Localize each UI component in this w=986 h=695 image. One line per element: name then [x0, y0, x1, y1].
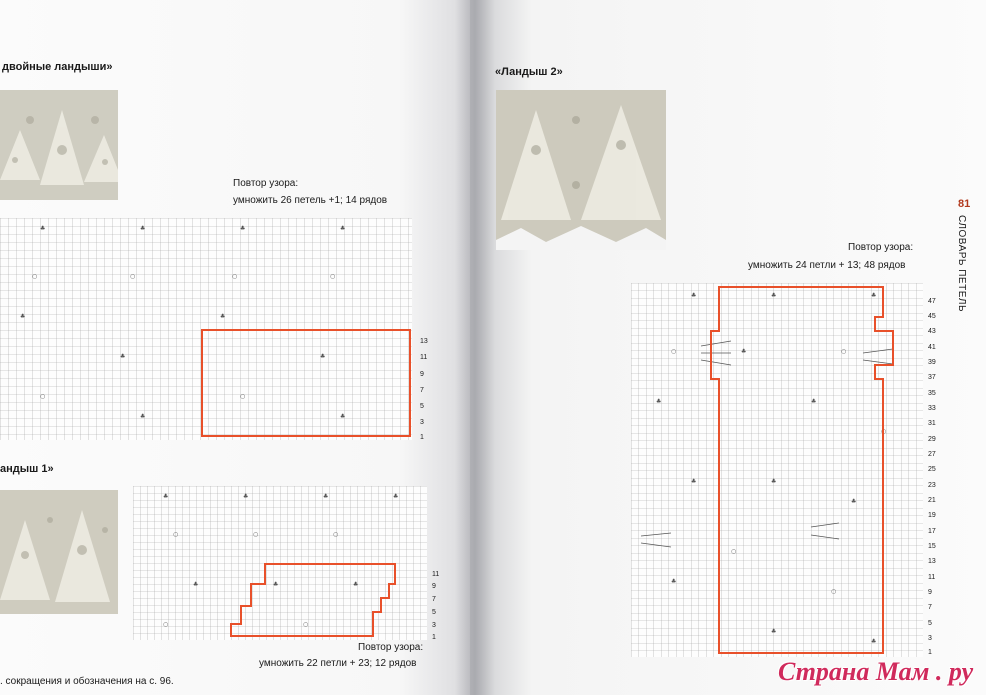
book-gutter	[455, 0, 495, 695]
knit-swatch-photo-2	[0, 490, 118, 614]
repeat-label: Повтор узора:	[233, 178, 299, 189]
pattern-title-lily-1: андыш 1»	[0, 463, 54, 475]
svg-text:♣: ♣	[771, 292, 777, 299]
svg-text:○: ○	[32, 273, 38, 280]
svg-text:○: ○	[232, 273, 238, 280]
svg-text:♣: ♣	[851, 498, 857, 505]
svg-text:○: ○	[841, 348, 847, 355]
svg-text:○: ○	[671, 348, 677, 355]
svg-text:○: ○	[163, 621, 169, 628]
svg-text:○: ○	[303, 621, 309, 628]
repeat-detail-3: умножить 24 петли + 13; 48 рядов	[748, 260, 906, 271]
site-watermark: Страна Мам . ру	[778, 657, 974, 686]
svg-text:♣: ♣	[140, 225, 146, 232]
knitting-chart-lily-1	[133, 486, 427, 640]
svg-text:○: ○	[831, 588, 837, 595]
svg-text:○: ○	[173, 531, 179, 538]
svg-text:♣: ♣	[140, 413, 146, 420]
svg-text:○: ○	[253, 531, 259, 538]
section-title: СЛОВАРЬ ПЕТЕЛЬ	[956, 215, 967, 313]
knit-swatch-photo-3	[496, 90, 666, 250]
svg-text:♣: ♣	[320, 353, 326, 360]
svg-text:♣: ♣	[671, 578, 677, 585]
svg-text:♣: ♣	[193, 581, 199, 588]
svg-text:○: ○	[40, 393, 46, 400]
svg-text:♣: ♣	[220, 313, 226, 320]
svg-text:♣: ♣	[40, 225, 46, 232]
svg-text:♣: ♣	[120, 353, 126, 360]
svg-text:♣: ♣	[340, 413, 346, 420]
footer-note: . сокращения и обозначения на с. 96.	[0, 676, 174, 687]
pattern-title-lily-2: «Ландыш 2»	[495, 66, 563, 78]
svg-text:♣: ♣	[691, 292, 697, 299]
svg-text:♣: ♣	[871, 638, 877, 645]
svg-text:○: ○	[130, 273, 136, 280]
svg-text:○: ○	[330, 273, 336, 280]
svg-text:○: ○	[731, 548, 737, 555]
svg-text:○: ○	[333, 531, 339, 538]
svg-text:♣: ♣	[243, 493, 249, 500]
svg-text:♣: ♣	[323, 493, 329, 500]
svg-text:♣: ♣	[273, 581, 279, 588]
repeat-detail-2: умножить 22 петли + 23; 12 рядов	[259, 658, 417, 669]
svg-text:♣: ♣	[656, 398, 662, 405]
svg-text:♣: ♣	[771, 628, 777, 635]
page-number: 81	[958, 198, 971, 210]
knitting-chart-double-lily	[0, 218, 412, 440]
knitting-chart-lily-2	[631, 283, 923, 657]
repeat-label-3: Повтор узора:	[848, 242, 914, 253]
knit-swatch-photo	[0, 90, 118, 200]
svg-text:♣: ♣	[240, 225, 246, 232]
svg-text:♣: ♣	[771, 478, 777, 485]
svg-text:♣: ♣	[163, 493, 169, 500]
svg-text:♣: ♣	[871, 292, 877, 299]
repeat-detail: умножить 26 петель +1; 14 рядов	[233, 195, 388, 206]
svg-text:♣: ♣	[741, 348, 747, 355]
svg-text:♣: ♣	[340, 225, 346, 232]
svg-text:♣: ♣	[811, 398, 817, 405]
svg-text:♣: ♣	[691, 478, 697, 485]
svg-text:○: ○	[881, 428, 887, 435]
svg-text:○: ○	[240, 393, 246, 400]
svg-text:♣: ♣	[353, 581, 359, 588]
svg-text:♣: ♣	[20, 313, 26, 320]
left-page: двойные ландыши» Повтор узора: умножить 26 петель +1; 14 рядов ♣ ♣ ♣ ♣ ○ ○ ○ ○ ♣ ♣ ♣ ♣ ○ ○ ♣ ♣ 13 11 9 7 5 3 1 андыш 1» ♣ ♣ ♣ ♣ ○ ○ ○ ♣ ♣ ♣ ○ ○ 11 9 7 5 3 1 Повтор узора: умножить 22 петли + 23; 12 рядов . сокращения и обозначения на с. 96.	[0, 0, 470, 695]
right-page: «Ландыш 2» Повтор узора: умножить 24 петли + 13; 48 рядов ♣ ♣ ♣ ○ ♣ ○ ♣ ♣ ○ ♣ ♣ ♣ ○ ♣ ○ ♣ ♣ 47 45 43 41 39 37 35 33 31 29 27 25 23 21 19 17 15 13 11 9 7 5 3 1 81 СЛОВАРЬ ПЕТЕЛЬ	[470, 0, 986, 695]
svg-text:♣: ♣	[393, 493, 399, 500]
pattern-title-double-lily: двойные ландыши»	[2, 61, 113, 73]
repeat-label-2: Повтор узора:	[358, 642, 424, 653]
